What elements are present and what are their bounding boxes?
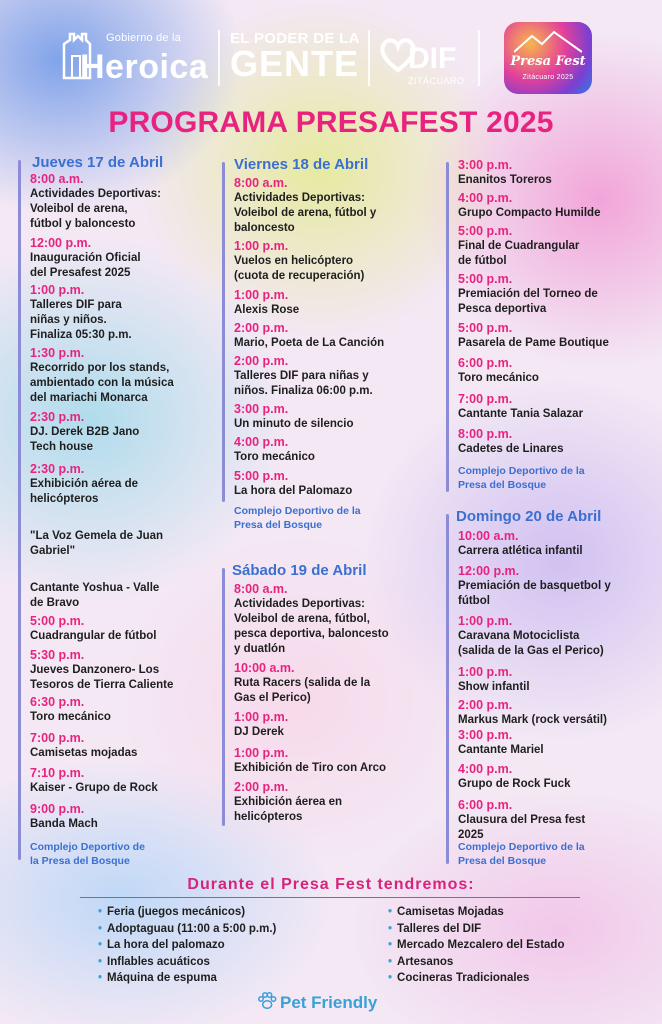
event-item (458, 728, 544, 758)
event-time: 7:00 p.m. (458, 392, 513, 406)
event-desc: Grupo Compacto Humilde (458, 207, 601, 219)
event-time: 6:00 p.m. (458, 356, 513, 370)
event-time: 2:00 p.m. (234, 354, 289, 368)
event-item (234, 435, 315, 465)
event-desc: Grupo de Rock Fuck (458, 778, 571, 790)
event-desc: Premiación del Torneo de Pesca deportiva (458, 288, 598, 315)
event-time: 3:00 p.m. (458, 158, 513, 172)
list-item: • Mercado Mezcalero del Estado (388, 937, 564, 954)
heroica-big-text: Heroica (80, 48, 209, 86)
event-item (458, 762, 570, 792)
event-desc: Kaiser - Grupo de Rock (30, 782, 158, 794)
during-title: Durante el Presa Fest tendremos: (187, 876, 475, 893)
event-desc: Cuadrangular de fútbol (30, 630, 157, 642)
event-item (234, 354, 373, 399)
event-item (458, 272, 598, 317)
event-time: 12:00 p.m. (458, 564, 520, 578)
event-item (458, 529, 583, 559)
event-time: 2:00 p.m. (458, 698, 513, 712)
event-desc: Actividades Deportivas: Voleibol de arena, fútbol, pesca deportiva, baloncesto y duatlón (234, 598, 389, 655)
event-time: 4:00 p.m. (458, 191, 513, 205)
dif-text: DIF (408, 42, 457, 75)
event-time: 12:00 p.m. (30, 236, 92, 250)
event-desc: Final de Cuadrangular de fútbol (458, 240, 580, 267)
event-time: 1:30 p.m. (30, 346, 85, 360)
event-desc: Talleres DIF para niñas y niños. Finaliza 05:30 p.m. (30, 299, 132, 341)
event-time: 7:10 p.m. (30, 766, 85, 780)
heroica-small-text: Gobierno de la (106, 32, 181, 44)
event-desc: DJ Derek (234, 726, 284, 738)
event-desc: Camisetas mojadas (30, 747, 138, 759)
event-item (30, 410, 139, 455)
poder-line2: GENTE (230, 43, 360, 84)
event-desc: Talleres DIF para niñas y niños. Finaliza 06:00 p.m. (234, 370, 373, 397)
event-time: 3:00 p.m. (234, 402, 289, 416)
day-title: Sábado 19 de Abril (232, 562, 367, 579)
event-desc: Cantante Tania Salazar (458, 408, 584, 420)
event-item (30, 283, 132, 343)
timeline-line (446, 162, 449, 492)
event-item (458, 698, 607, 728)
event-time: 1:00 p.m. (234, 288, 289, 302)
venue-text: Complejo Deportivo de la Presa del Bosque (30, 841, 145, 867)
column-sunday (446, 508, 656, 868)
event-time: 1:00 p.m. (234, 710, 289, 724)
event-desc: Carrera atlética infantil (458, 545, 583, 557)
mountain-icon (514, 30, 582, 54)
event-item (458, 427, 563, 457)
event-desc: Enanitos Toreros (458, 174, 552, 186)
event-item (30, 172, 161, 232)
event-time: 10:00 a.m. (234, 661, 295, 675)
event-time: 5:00 p.m. (458, 272, 513, 286)
event-item (234, 402, 353, 432)
header-divider (218, 30, 220, 86)
event-time: 6:30 p.m. (30, 695, 85, 709)
pet-friendly (257, 992, 377, 1013)
event-item (458, 665, 530, 695)
event-desc: Toro mecánico (30, 711, 111, 723)
day-title: Domingo 20 de Abril (456, 508, 602, 525)
page-title: PROGRAMA PRESAFEST 2025 (108, 106, 554, 139)
event-item (458, 191, 600, 221)
event-item (234, 288, 299, 318)
event-time: 5:00 p.m. (234, 469, 289, 483)
event-desc: Exhibición aérea de helicópteros (30, 478, 139, 505)
event-time: 5:30 p.m. (30, 648, 85, 662)
event-desc: Toro mecánico (234, 451, 315, 463)
event-desc: Recorrido por los stands, ambientado con la música del mariachi Monarca (30, 362, 174, 404)
list-item: • Talleres del DIF (388, 921, 564, 938)
event-item (234, 661, 370, 706)
event-item (30, 648, 173, 693)
event-item (458, 392, 583, 422)
paw-icon (257, 992, 277, 1010)
during-divider (80, 897, 580, 898)
event-desc: Inauguración Oficial del Presafest 2025 (30, 252, 141, 279)
event-item (30, 581, 159, 611)
event-desc: Actividades Deportivas: Voleibol de arena, fútbol y baloncesto (234, 192, 377, 234)
timeline-line (446, 514, 449, 864)
presafest-sub: Zitácuaro 2025 (522, 74, 574, 81)
event-item (30, 766, 158, 796)
column-friday (222, 156, 442, 536)
event-item (234, 176, 376, 236)
during-list-right (388, 904, 564, 987)
event-item (234, 780, 342, 825)
event-item (30, 614, 157, 644)
event-desc: Markus Mark (rock versátil) (458, 714, 607, 726)
day-title: Jueves 17 de Abril (32, 154, 164, 171)
header-divider (478, 30, 480, 86)
event-item (30, 802, 98, 832)
presafest-name: Presa Fest (510, 54, 586, 69)
event-item (458, 614, 604, 659)
timeline-line (222, 162, 225, 502)
event-desc: Pasarela de Pame Boutique (458, 337, 609, 349)
event-desc: Clausura del Presa fest 2025 (458, 814, 586, 841)
event-item (30, 462, 138, 507)
dif-logo (378, 28, 470, 90)
list-item: • Camisetas Mojadas (388, 904, 564, 921)
event-time: 9:00 p.m. (30, 802, 85, 816)
event-item (458, 158, 552, 188)
column-saturday-cont (446, 156, 656, 496)
event-desc: Cantante Mariel (458, 744, 544, 756)
event-desc: Actividades Deportivas: Voleibol de arena, fútbol y baloncesto (30, 188, 162, 230)
event-item (234, 239, 364, 284)
event-time: 5:00 p.m. (30, 614, 85, 628)
poder-line1: EL PODER DE LA (230, 30, 360, 47)
event-desc: Vuelos en helicóptero (cuota de recuperación) (234, 255, 365, 282)
event-time: 2:00 p.m. (234, 321, 289, 335)
event-desc: Exhibición de Tiro con Arco (234, 762, 387, 774)
event-item (30, 346, 174, 406)
dif-subtext: ZITÁCUARO (408, 76, 465, 86)
event-desc: Premiación de basquetbol y fútbol (458, 580, 611, 607)
event-time: 1:00 p.m. (234, 239, 289, 253)
column-saturday (222, 562, 442, 832)
event-item (234, 746, 386, 776)
event-desc: Cadetes de Linares (458, 443, 564, 455)
event-time: 1:00 p.m. (458, 614, 513, 628)
day-title: Viernes 18 de Abril (234, 156, 369, 173)
event-item (458, 224, 579, 269)
event-time: 2:00 p.m. (234, 780, 289, 794)
event-time: 8:00 a.m. (234, 176, 288, 190)
event-desc: Cantante Yoshua - Valle de Bravo (30, 582, 160, 609)
event-time: 1:00 p.m. (30, 283, 85, 297)
header-divider (368, 30, 370, 86)
event-time: 4:00 p.m. (458, 762, 513, 776)
event-item (30, 236, 141, 281)
list-item: • Cocineras Tradicionales (388, 970, 564, 987)
venue-text: Complejo Deportivo de la Presa del Bosque (458, 841, 585, 867)
event-desc: Ruta Racers (salida de la Gas el Perico) (234, 677, 371, 704)
event-time: 8:00 a.m. (30, 172, 84, 186)
event-item (234, 321, 384, 351)
event-time: 8:00 p.m. (458, 427, 513, 441)
list-item: • Artesanos (388, 954, 564, 971)
event-time: 5:00 p.m. (458, 224, 513, 238)
event-time: 1:00 p.m. (458, 665, 513, 679)
list-item: • Inflables acuáticos (98, 954, 276, 971)
event-time: 5:00 p.m. (458, 321, 513, 335)
list-item: • Adoptaguau (11:00 a 5:00 p.m.) (98, 921, 276, 938)
event-item (30, 695, 111, 725)
event-time: 6:00 p.m. (458, 798, 513, 812)
list-item: • Máquina de espuma (98, 970, 276, 987)
event-item (234, 710, 288, 740)
event-item (30, 731, 137, 761)
event-desc: Show infantil (458, 681, 530, 693)
event-item (234, 582, 389, 657)
event-desc: DJ. Derek B2B Jano Tech house (30, 426, 140, 453)
event-desc: Toro mecánico (458, 372, 539, 384)
event-item (458, 564, 611, 609)
poder-logo (230, 30, 360, 84)
list-item: • Feria (juegos mecánicos) (98, 904, 276, 921)
list-item: • La hora del palomazo (98, 937, 276, 954)
event-time: 8:00 a.m. (234, 582, 288, 596)
venue-text: Complejo Deportivo de la Presa del Bosque (458, 465, 585, 491)
event-desc: Mario, Poeta de La Canción (234, 337, 385, 349)
event-desc: Jueves Danzonero- Los Tesoros de Tierra Caliente (30, 664, 174, 691)
timeline-line (18, 160, 21, 860)
event-time: 10:00 a.m. (458, 529, 519, 543)
event-desc: Un minuto de silencio (234, 418, 354, 430)
column-thursday (18, 152, 218, 872)
event-time: 3:00 p.m. (458, 728, 513, 742)
header-logos (0, 22, 662, 96)
heroica-logo (60, 28, 208, 90)
event-desc: Alexis Rose (234, 304, 300, 316)
event-time: 4:00 p.m. (234, 435, 289, 449)
event-desc: Caravana Motociclista (salida de la Gas el Perico) (458, 630, 604, 657)
event-time: 2:30 p.m. (30, 410, 85, 424)
during-list-left (98, 904, 276, 987)
pet-friendly-text: Pet Friendly (280, 993, 378, 1012)
event-time: 1:00 p.m. (234, 746, 289, 760)
presafest-logo (504, 22, 592, 94)
event-desc: "La Voz Gemela de Juan Gabriel" (30, 530, 164, 557)
event-desc: Exhibición áerea en helicópteros (234, 796, 343, 823)
event-item (458, 356, 539, 386)
event-item (458, 321, 609, 351)
event-item (458, 798, 585, 843)
event-desc: Banda Mach (30, 818, 98, 830)
event-time: 7:00 p.m. (30, 731, 85, 745)
event-desc: La hora del Palomazo (234, 485, 353, 497)
event-item (30, 529, 163, 559)
event-time: 2:30 p.m. (30, 462, 85, 476)
timeline-line (222, 568, 225, 826)
venue-text: Complejo Deportivo de la Presa del Bosque (234, 505, 361, 531)
event-item (234, 469, 352, 499)
